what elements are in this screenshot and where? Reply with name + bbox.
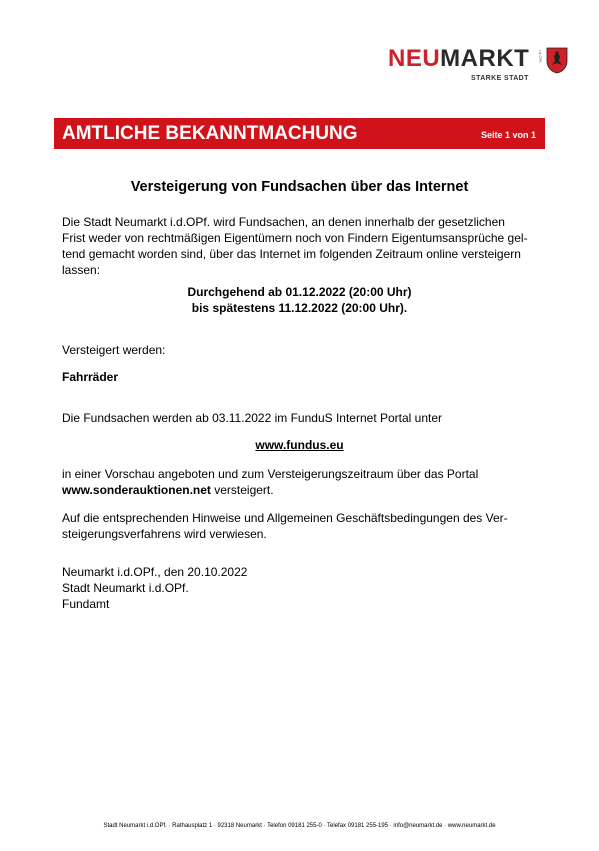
items-value: Fahrräder: [62, 370, 119, 384]
terms-paragraph: [62, 510, 540, 542]
banner-title: AMTLICHE BEKANNTMACHUNG: [62, 123, 358, 144]
announcement-banner: [54, 118, 545, 149]
logo-vertical-text: i.d.OPf.: [538, 50, 543, 64]
logo-tagline: STARKE STADT: [471, 75, 529, 82]
period-end: bis spätestens 11.12.2022 (20:00 Uhr).: [191, 301, 408, 315]
items-label: Versteigert werden:: [62, 343, 166, 357]
city-logo: [388, 44, 568, 90]
coat-of-arms-icon: [546, 47, 568, 74]
signature-block: [62, 564, 540, 612]
logo-wordmark-part1: NEU: [388, 45, 441, 72]
auction-portal-link[interactable]: www.sonderauktionen.net: [62, 483, 211, 497]
logo-wordmark: [388, 44, 529, 74]
intro-line-4: lassen:: [62, 263, 101, 277]
intro-line-1: Die Stadt Neumarkt i.d.OPf. wird Fundsachen, an denen innerhalb der gesetzlichen: [62, 215, 505, 229]
intro-line-3: tend gemacht worden sind, über das Internet im folgenden Zeitraum online versteigern: [62, 247, 521, 261]
terms-line-1: Auf die entsprechenden Hinweise und Allgemeinen Geschäftsbedingungen des Ver-: [62, 511, 508, 525]
preview-line-2-rest: versteigert.: [210, 483, 274, 497]
preview-paragraph: [62, 466, 540, 498]
page-indicator: Seite 1 von 1: [480, 130, 536, 140]
footer-contact: Stadt Neumarkt i.d.OPf. · Rathausplatz 1 · 92318 Neumarkt · Telefon 09181 255-0 · Telefax 09181 255-195 · info@neumarkt.de · www.neumarkt.de: [103, 823, 496, 829]
terms-line-2: steigerungsverfahrens wird verwiesen.: [62, 527, 267, 541]
period-start: Durchgehend ab 01.12.2022 (20:00 Uhr): [187, 285, 412, 299]
auction-period: [0, 284, 599, 316]
portal-text: Die Fundsachen werden ab 03.11.2022 im FunduS Internet Portal unter: [62, 411, 443, 425]
signature-dept: Fundamt: [62, 597, 110, 611]
signature-org: Stadt Neumarkt i.d.OPf.: [62, 581, 189, 595]
intro-line-2: Frist weder von rechtmäßigen Eigentümern noch von Findern Eigentumsansprüche gel-: [62, 231, 528, 245]
signature-place-date: Neumarkt i.d.OPf., den 20.10.2022: [62, 565, 248, 579]
logo-wordmark-part2: MARKT: [440, 45, 530, 72]
fundus-link[interactable]: www.fundus.eu: [255, 438, 344, 452]
document-title: Versteigerung von Fundsachen über das Internet: [130, 179, 469, 195]
intro-paragraph: [62, 214, 540, 278]
preview-line-1: in einer Vorschau angeboten und zum Versteigerungszeitraum über das Portal: [62, 467, 479, 481]
